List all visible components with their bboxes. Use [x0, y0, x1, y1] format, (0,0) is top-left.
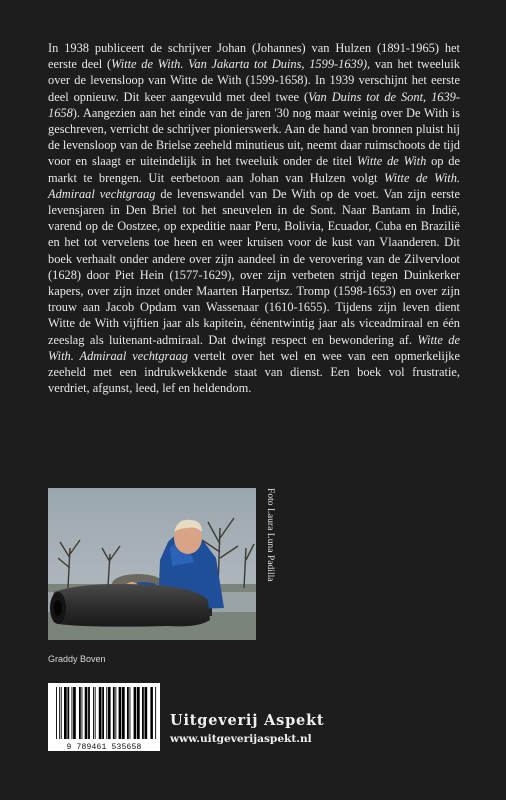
barcode-bar: [85, 687, 88, 739]
photo-credit: Foto Laura Luna Padilla: [265, 488, 276, 582]
barcode-bar: [130, 687, 131, 739]
blurb-part: ). Aangezien aan het einde van de jaren '30 nog maar weinig over De With is geschreven, verricht de schrijver pionierswerk. Aan de hand van bronnen pluist hij de levensloop van de Brielse zeeheld minutieus uit, neemt daar ruimschoots de tijd voor en slaagt er uiteindelijk in het tweeluik onder de titel: [48, 105, 460, 169]
barcode-bar: [106, 687, 107, 739]
blurb-title: Witte de With. Van Jakarta tot Duins, 1599-1639),: [111, 57, 371, 72]
barcode-bar: [150, 687, 152, 739]
publisher-website: www.uitgeverijaspekt.nl: [170, 733, 312, 745]
barcode-bar: [155, 687, 156, 739]
blurb-part: In 1938 publiceert de schrijver Johan (Johannes) van Hulzen (1891-1965) het eerste deel (: [48, 41, 460, 72]
blurb-title: Witte de With: [356, 154, 427, 169]
barcode-bar: [142, 687, 144, 739]
barcode-bar: [61, 687, 62, 739]
barcode-bar: [64, 687, 67, 739]
barcode-bar: [99, 687, 102, 739]
barcode-bar: [102, 687, 104, 739]
barcode-bar: [127, 687, 129, 739]
barcode-bar: [93, 687, 94, 739]
isbn-number: 9 789461 535658: [66, 743, 142, 752]
blurb-title: Van Duins tot de Sont, 1639-1658: [48, 89, 460, 120]
barcode-bar: [145, 687, 148, 739]
barcode-bar: [56, 687, 57, 739]
barcode-bar: [82, 687, 83, 739]
barcode-bar: [73, 687, 76, 739]
barcode-bar: [72, 687, 73, 739]
barcode-bar: [122, 687, 125, 739]
barcode-bar: [108, 687, 111, 739]
blurb-title: Witte de With. Admiraal vechtgraag: [48, 332, 460, 363]
blurb-part: de levenswandel van De With op de voet. Van zijn eerste levensjaren in Den Briel tot het sneuvelen in de Sont. Naar Bantam in Indië, varend op de Oostzee, op expeditie naar Peru, Bolivia, Ecuador, Cuba en Brazilië en het tot vervelens toe heen en weer kruisen voor de kust van Vlaanderen. Dit boek verhaalt onder andere over zijn aandeel in de verovering van de Zilvervloot (1628) door Piet Hein (1577-1629), over zijn verbeten strijd tegen Duinkerker kapers, over zijn inzet onder Maarten Harpertsz. Tromp (1598-1653) en over zijn trouw aan Jacob Opdam van Wassenaar (1610-1655). Tijdens zijn leven dient Witte de With vijftien jaar als kapitein, éénentwintig jaar als viceadmiraal en één zeeslag als luitenant-admiraal. Dat dwingt respect en bewondering af.: [48, 186, 460, 347]
blurb-text: [48, 40, 460, 396]
barcode-bar: [113, 687, 115, 739]
blurb-title: Witte de With. Admiraal vechtgraag: [48, 170, 461, 201]
blurb-part: vertelt over het wel en wee van een opmerkelijke zeeheld met een indrukwekkende staat van dienst. Een boek vol frustratie, verdriet, afgunst, leed, lef en heldendom.: [48, 348, 461, 396]
barcode-bars: [48, 683, 160, 743]
barcode-bar: [134, 687, 137, 739]
author-name: Graddy Boven: [48, 654, 106, 664]
barcode-bar: [152, 687, 153, 739]
publisher-name: Uitgeverij Aspekt: [170, 712, 325, 729]
barcode-bar: [137, 687, 140, 739]
barcode-bar: [88, 687, 90, 739]
barcode-bar: [59, 687, 60, 739]
barcode-bar: [67, 687, 69, 739]
barcode-bar: [79, 687, 81, 739]
barcode-bar: [95, 687, 96, 739]
isbn-barcode: [48, 683, 160, 751]
barcode-bar: [119, 687, 122, 739]
author-photo-illustration: [48, 488, 256, 640]
blurb-part: op de markt te brengen. Uit eerbetoon aan Johan van Hulzen volgt: [48, 154, 461, 185]
barcode-bar: [115, 687, 116, 739]
blurb-part: van het tweeluik over de levensloop van Witte de With (1599-1658). In 1939 verschijnt het eerste deel opnieuw. Dit keer aangevuld met deel twee (: [48, 57, 460, 104]
author-photo: [48, 488, 256, 640]
